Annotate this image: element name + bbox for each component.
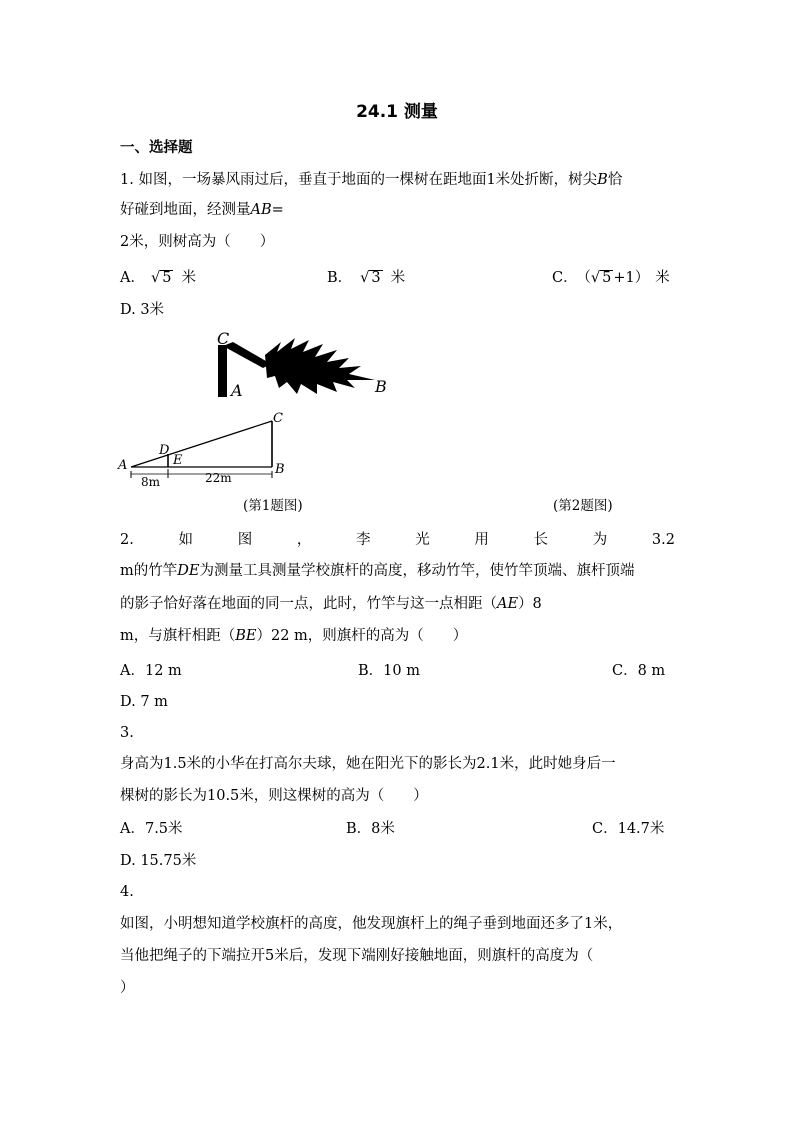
q2-option-c: C．8 m [612,663,666,679]
q2-word: 光 [415,532,430,548]
q1-text-2: 好碰到地面，经测量 [120,202,251,218]
q1-option-d: D. 3米 [120,302,165,318]
q2-line-3 [120,594,542,614]
q1-text-1-end: 恰 [607,172,623,188]
q3-option-a: A．7.5米 [120,821,183,837]
q2-word: 2. [120,532,134,548]
q4-line-1: 如图，小明想知道学校旗杆的高度，他发现旗杆上的绳子垂到地面还多了1米， [120,916,623,932]
q1-option-c-plus: +1） [613,270,650,286]
q4-line-2: 当他把绳子的下端拉开5米后，发现下端刚好接触地面，则旗杆的高度为（ [120,948,594,964]
q2-word: 李 [356,532,371,548]
q3-option-c: C．14.7米 [592,821,665,837]
q2-text-2a: m的竹竿 [120,563,178,579]
q1-option-c-label: C． [552,270,578,286]
q1-option-b-label: B． [327,270,353,286]
q2-line-4 [120,626,467,646]
q3-number: 3. [120,725,134,741]
q2-word: 为 [592,532,608,548]
q2-option-b: B．10 m [358,663,420,679]
q1-line-2 [120,200,284,220]
fig2-label-d: D [159,443,170,458]
broken-branch [223,342,271,368]
q2-word: 用 [474,532,489,548]
q1-line-1 [120,170,622,190]
q1-var-b: B [597,172,608,188]
shadow-ray [131,421,272,467]
q2-line-2 [120,561,634,581]
q3-option-b: B．8米 [346,821,395,837]
q2-word: 长 [533,532,549,548]
q4-line-3: ） [120,980,135,996]
q1-option-a-label: A． [120,270,145,286]
q1-text-2-end: = [271,202,284,218]
tree-crown [265,338,375,394]
q2-option-d: D. 7 m [120,694,168,710]
q2-word: 3.2 [651,532,675,548]
q2-var-de: DE [177,563,200,579]
q3-option-d: D. 15.75米 [120,853,197,869]
fig2-label-b: B [275,462,285,477]
page-title: 24.1 测量 [356,102,438,122]
fig2-label-a: A [118,458,128,473]
q1-option-b-radicand: 3 [371,270,381,286]
q2-word: 图 [237,532,253,548]
q2-text-3-end: ）8 [518,596,542,612]
fig2-label-e: E [173,453,183,468]
q2-option-a: A．12 m [120,663,182,679]
q3-line-1: 身高为1.5米的小华在打高尔夫球，她在阳光下的影长为2.1米，此时她身后一 [120,756,616,772]
q1-option-c: C． （√ 5 +1） 米 [552,270,670,286]
q2-text-4a: m，与旗杆相距（ [120,628,236,644]
fig2-dim-ae: 8m [141,475,161,488]
figure-1-caption: (第1题图) [243,498,303,514]
q1-option-c-open: （ [583,270,591,286]
q2-text-3: 的影子恰好落在地面的同一点，此时，竹竿与这一点相距（ [120,596,497,612]
fig1-label-c: C [217,329,230,348]
q1-option-a-unit: 米 [181,270,196,286]
fig2-dim-eb: 22m [205,471,232,485]
q2-var-be: BE [235,628,257,644]
q1-option-b: B． √ 3 米 [327,270,406,286]
q2-var-ae: AE [497,596,519,612]
fig2-label-c: C [273,411,283,426]
q1-var-ab: AB [250,202,272,218]
figure-2-flagpole-triangle [115,408,295,488]
tree-trunk [218,345,227,397]
fig1-label-b: B [375,377,387,396]
q2-word: 如 [178,532,194,548]
q1-option-b-unit: 米 [390,270,406,286]
q2-line-1 [120,530,675,550]
fig1-label-a: A [231,381,243,400]
q2-word: ， [296,532,312,548]
q1-text-1: 1. 如图，一场暴风雨过后，垂直于地面的一棵树在距地面1米处折断，树尖 [120,172,598,188]
q2-text-2b: 为测量工具测量学校旗杆的高度，移动竹竿，使竹竿顶端、旗杆顶端 [199,563,635,579]
q1-option-a-radicand: 5 [162,270,172,286]
figure-1-broken-tree [205,328,400,400]
q3-line-2: 棵树的影长为10.5米，则这棵树的高为（ ） [120,788,428,804]
q1-option-a: A． √ 5 米 [120,270,196,286]
q1-line-3: 2米，则树高为（ ） [120,234,275,250]
section-heading: 一、选择题 [120,140,193,156]
q4-number: 4. [120,884,134,900]
q2-text-4b: ）22 m，则旗杆的高为（ ） [256,628,468,644]
q1-option-c-radicand: 5 [602,270,612,286]
figure-2-caption: (第2题图) [553,498,613,514]
q1-option-c-unit: 米 [655,270,670,286]
